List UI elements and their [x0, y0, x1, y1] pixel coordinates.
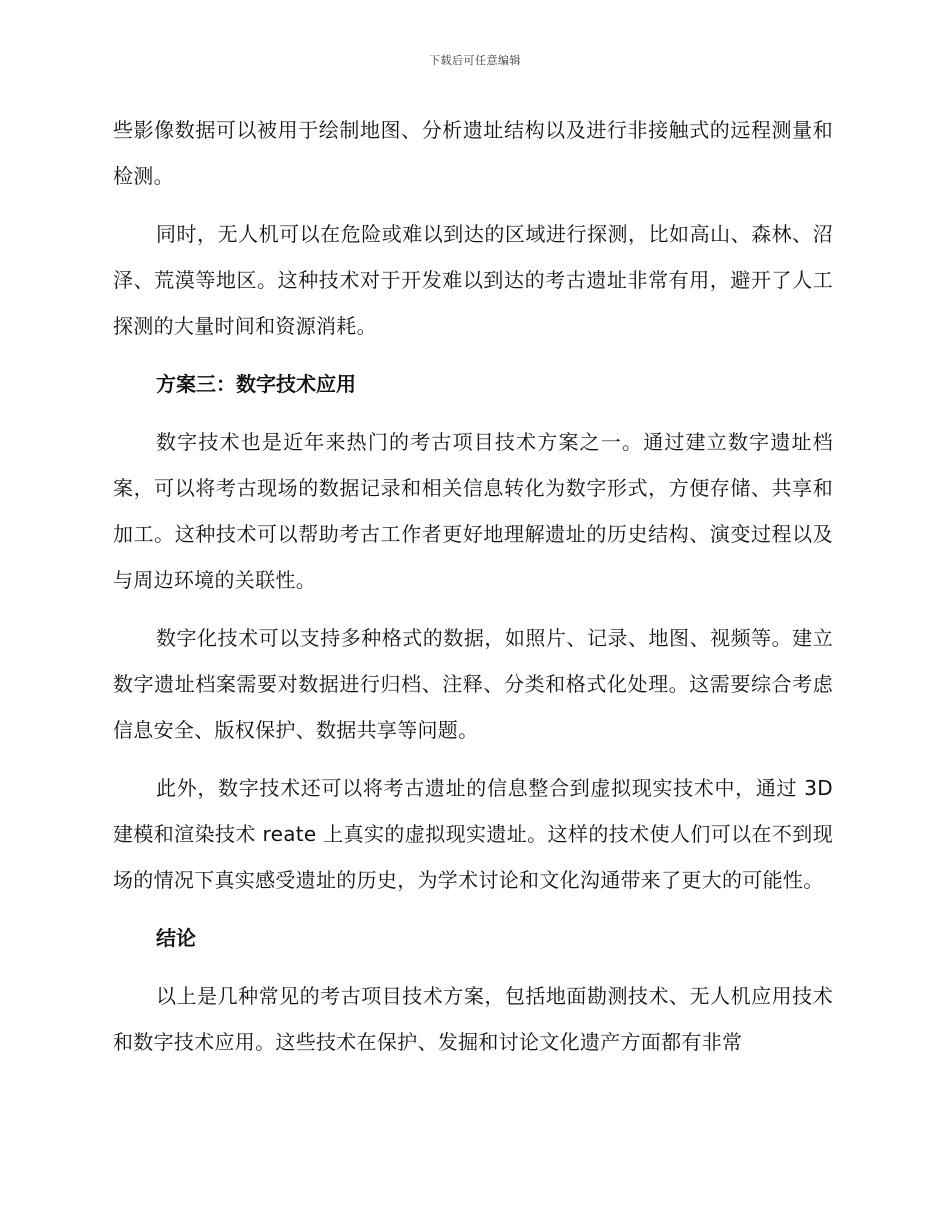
document-body: [113, 107, 833, 1077]
paragraph-digital-archive: 数字技术也是近年来热门的考古项目技术方案之一。通过建立数字遗址档案，可以将考古现场的数据记录和相关信息转化为数字形式，方便存储、共享和加工。这种技术可以帮助考古工作者更好地理解遗址的历史结构、演变过程以及与周边环境的关联性。: [113, 430, 833, 592]
paragraph-digital-formats: 数字化技术可以支持多种格式的数据，如照片、记录、地图、视频等。建立数字遗址档案需要对数据进行归档、注释、分类和格式化处理。这需要综合考虑信息安全、版权保护、数据共享等问题。: [113, 626, 833, 742]
section-heading-plan-three: 方案三：数字技术应用: [156, 372, 356, 396]
page-header: 下载后可任意编辑: [429, 54, 521, 67]
paragraph-continued: 些影像数据可以被用于绘制地图、分析遗址结构以及进行非接触式的远程测量和检测。: [113, 118, 833, 188]
paragraph-conclusion: 以上是几种常见的考古项目技术方案，包括地面勘测技术、无人机应用技术和数字技术应用。这些技术在保护、发掘和讨论文化遗产方面都有非常: [113, 984, 833, 1054]
paragraph-virtual-reality: 此外，数字技术还可以将考古遗址的信息整合到虚拟现实技术中，通过 3D 建模和渲染技术 reate 上真实的虚拟现实遗址。这样的技术使人们可以在不到现场的情况下真实感受遗址的历史，为学术讨论和文化沟通带来了更大的可能性。: [113, 776, 833, 892]
section-heading-conclusion: 结论: [156, 926, 196, 950]
paragraph-drone-exploration: 同时，无人机可以在危险或难以到达的区域进行探测，比如高山、森林、沼泽、荒漠等地区。这种技术对于开发难以到达的考古遗址非常有用，避开了人工探测的大量时间和资源消耗。: [113, 222, 833, 338]
